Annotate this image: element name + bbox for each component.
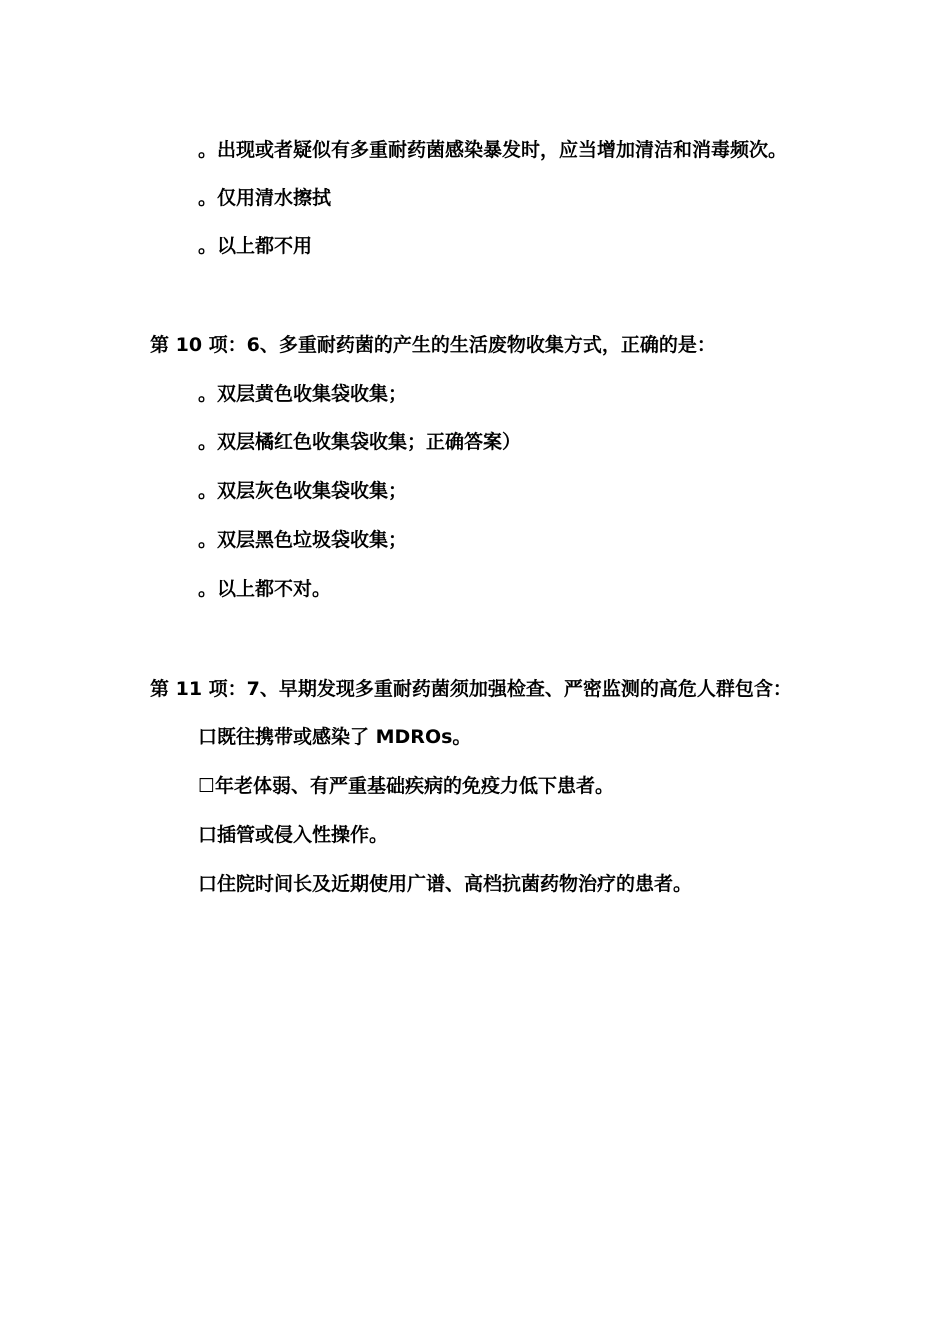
option-text: 出现或者疑似有多重耐药菌感染暴发时，应当增加清洁和消毒频次。	[217, 139, 788, 161]
option-text: 以上都不对。	[217, 578, 332, 600]
option-text: 既往携带或感染了 MDROs。	[217, 726, 472, 748]
bullet-marker: 。	[198, 187, 218, 209]
bullet-marker: 。	[198, 529, 218, 551]
checkbox-option-item	[198, 822, 388, 848]
checkbox-option-item	[198, 724, 471, 750]
bullet-marker: 。	[198, 139, 218, 161]
question-title-11: 第 11 项：7、早期发现多重耐药菌须加强检查、严密监测的高危人群包含：	[150, 678, 792, 700]
checkbox-marker: 口	[198, 726, 218, 748]
option-text: 年老体弱、有严重基础疾病的免疫力低下患者。	[215, 775, 615, 797]
question-title-10: 第 10 项：6、多重耐药菌的产生的生活废物收集方式，正确的是：	[150, 334, 716, 356]
option-item	[198, 576, 331, 602]
option-item	[198, 527, 407, 553]
option-text: 双层黑色垃圾袋收集；	[217, 529, 408, 551]
option-item	[198, 478, 407, 504]
bullet-marker: 。	[198, 431, 218, 453]
bullet-marker: 。	[198, 383, 218, 405]
checkbox-option-item	[198, 773, 614, 799]
checkbox-marker: 口	[198, 824, 218, 846]
option-item	[198, 137, 787, 163]
option-item	[198, 381, 407, 407]
checkbox-marker: ☐	[198, 775, 216, 797]
option-text: 仅用清水擦拭	[217, 187, 332, 209]
option-text: 双层橘红色收集袋收集；正确答案）	[217, 431, 522, 453]
option-item	[198, 185, 331, 211]
option-text: 以上都不用	[217, 235, 313, 257]
option-item	[198, 233, 312, 259]
checkbox-marker: 口	[198, 873, 218, 895]
option-text: 住院时间长及近期使用广谱、高档抗菌药物治疗的患者。	[217, 873, 693, 895]
bullet-marker: 。	[198, 480, 218, 502]
option-text: 双层黄色收集袋收集；	[217, 383, 408, 405]
bullet-marker: 。	[198, 235, 218, 257]
option-item	[198, 429, 521, 455]
bullet-marker: 。	[198, 578, 218, 600]
option-text: 插管或侵入性操作。	[217, 824, 389, 846]
checkbox-option-item	[198, 871, 692, 897]
option-text: 双层灰色收集袋收集；	[217, 480, 408, 502]
